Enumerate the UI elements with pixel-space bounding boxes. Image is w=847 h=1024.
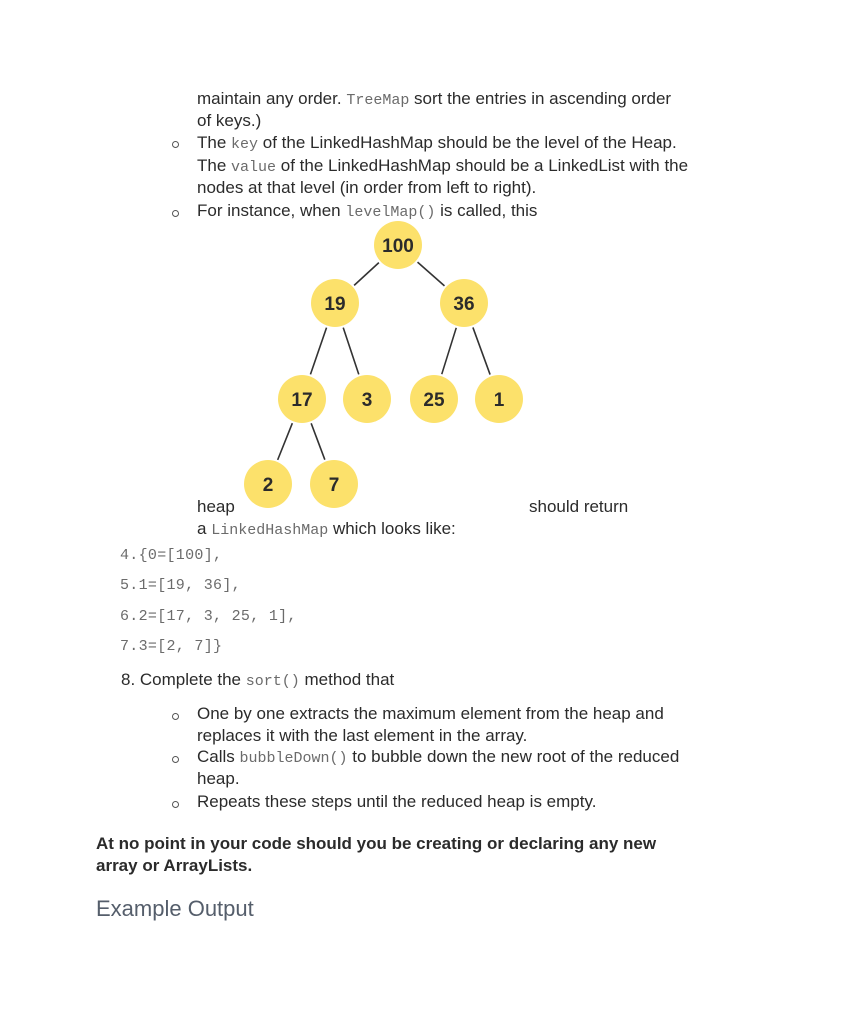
inline-code: bubbleDown() bbox=[239, 750, 348, 767]
text: sort the entries in ascending order bbox=[409, 89, 672, 108]
tree-node-label: 17 bbox=[291, 390, 313, 411]
tree-node-label: 2 bbox=[262, 475, 274, 496]
tree-node-label: 1 bbox=[493, 390, 505, 411]
text: of the LinkedHashMap should be a LinkedList with the bbox=[276, 156, 689, 175]
tree-edge bbox=[311, 423, 325, 459]
text: method that bbox=[299, 670, 395, 689]
tree-edge bbox=[278, 423, 293, 460]
code-line: 7.3=[2, 7]} bbox=[120, 638, 223, 655]
tree-node-label: 19 bbox=[324, 294, 346, 315]
tree-edge bbox=[310, 328, 326, 375]
bullet-marker bbox=[172, 756, 179, 763]
bullet-marker bbox=[172, 713, 179, 720]
heap-word: heap bbox=[197, 497, 235, 516]
tree-edge bbox=[354, 263, 379, 286]
text: a bbox=[197, 519, 212, 538]
code-line: 5.1=[19, 36], bbox=[120, 577, 241, 594]
text: 8. Complete the bbox=[121, 670, 246, 689]
warning-line: At no point in your code should you be creating or declaring any new bbox=[96, 834, 657, 853]
should-return-text: should return bbox=[529, 497, 629, 516]
text: which looks like: bbox=[328, 519, 456, 538]
inline-code: LinkedHashMap bbox=[211, 522, 329, 539]
tree-node-label: 36 bbox=[453, 294, 475, 315]
text: maintain any order. bbox=[197, 89, 347, 108]
text: Calls bbox=[197, 747, 240, 766]
warning-line: array or ArrayLists. bbox=[96, 856, 253, 875]
tree-node-label: 3 bbox=[361, 390, 373, 411]
bullet-marker bbox=[172, 801, 179, 808]
tree-node-label: 25 bbox=[423, 390, 445, 411]
inline-code: value bbox=[231, 159, 277, 176]
code-line: 6.2=[17, 3, 25, 1], bbox=[120, 608, 297, 625]
bullet-line: replaces it with the last element in the array. bbox=[197, 726, 528, 745]
step-8-line bbox=[121, 669, 394, 693]
text: of the LinkedHashMap should be the level of the Heap. bbox=[258, 133, 677, 152]
caption-line bbox=[197, 518, 456, 542]
text: The bbox=[197, 156, 232, 175]
bullet-line: nodes at that level (in order from left to right). bbox=[197, 178, 537, 197]
bullet-line: Repeats these steps until the reduced heap is empty. bbox=[197, 792, 597, 811]
inline-code: levelMap() bbox=[345, 204, 436, 221]
tree-edge bbox=[343, 328, 359, 375]
example-output-heading: Example Output bbox=[96, 896, 254, 921]
paragraph-line: of keys.) bbox=[197, 111, 262, 130]
bullet-line: heap. bbox=[197, 769, 240, 788]
bullet-line bbox=[197, 746, 679, 770]
text: to bubble down the new root of the reduced bbox=[347, 747, 680, 766]
inline-code: sort() bbox=[245, 673, 300, 690]
code-line: 4.{0=[100], bbox=[120, 547, 223, 564]
inline-code: TreeMap bbox=[346, 92, 410, 109]
text: For instance, when bbox=[197, 201, 346, 220]
tree-node-label: 7 bbox=[328, 475, 340, 496]
text: is called, this bbox=[435, 201, 538, 220]
tree-edge bbox=[473, 327, 490, 374]
tree-nodes bbox=[244, 221, 523, 508]
bullet-line: One by one extracts the maximum element from the heap and bbox=[197, 704, 664, 723]
text: The bbox=[197, 133, 232, 152]
tree-node-label: 100 bbox=[382, 236, 414, 257]
tree-edge bbox=[442, 328, 456, 374]
tree-edge bbox=[418, 262, 445, 286]
inline-code: key bbox=[231, 136, 259, 153]
